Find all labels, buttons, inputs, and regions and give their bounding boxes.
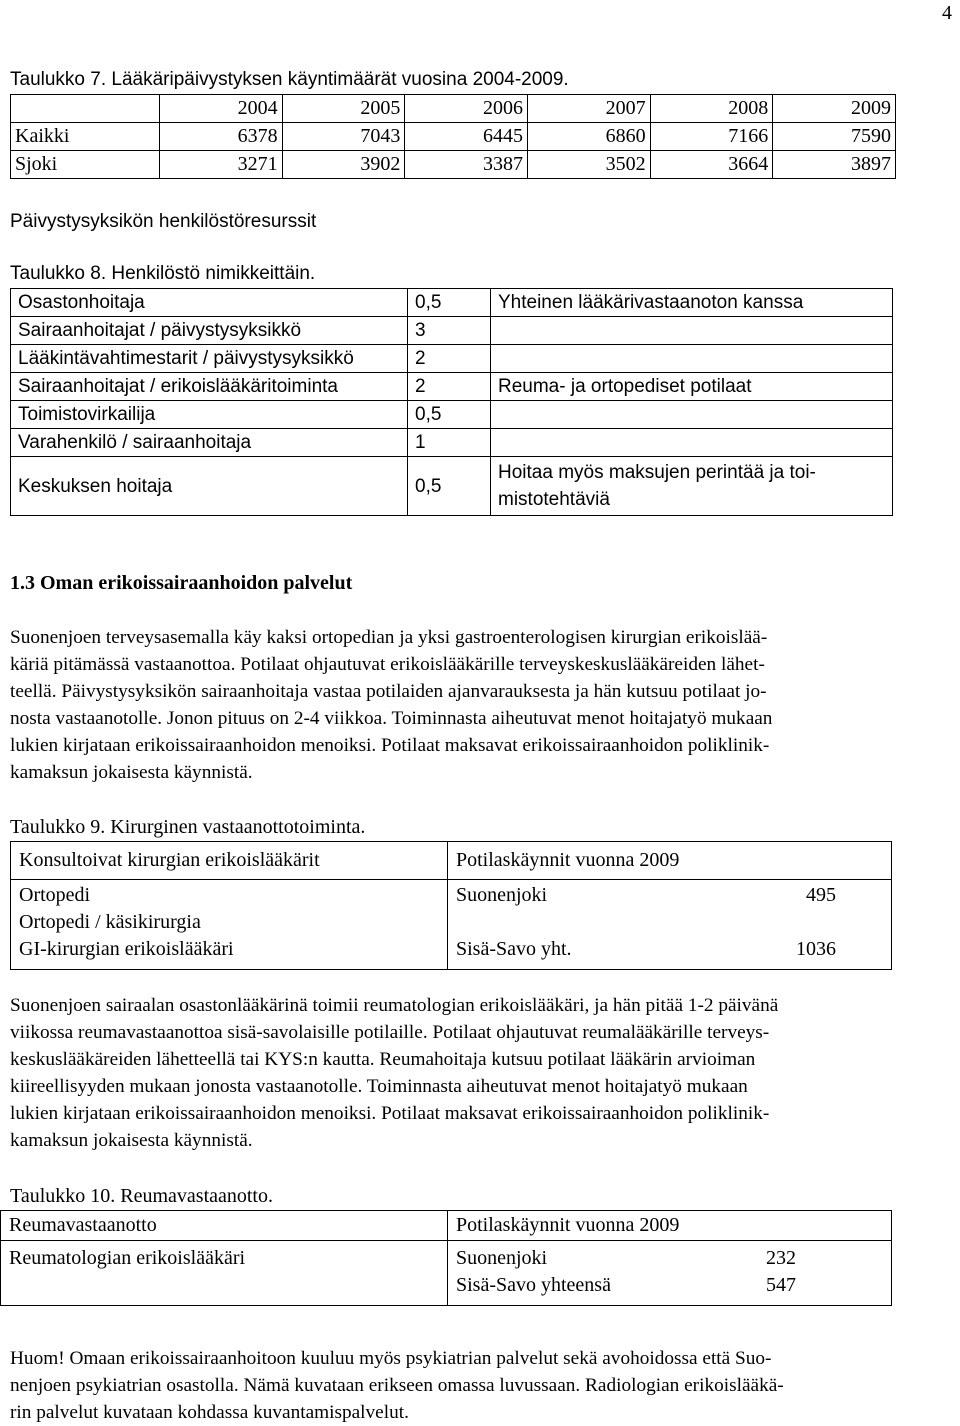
visit-value: 1036	[796, 938, 836, 960]
visit-place	[456, 909, 666, 936]
visit-row	[456, 909, 883, 936]
table-row	[11, 123, 896, 151]
visit-value: 495	[806, 884, 836, 906]
staff-note	[491, 317, 893, 345]
text-line: rin palvelut kuvataan kohdassa kuvantamispalvelut.	[10, 1402, 409, 1423]
staff-count: 1	[408, 429, 491, 457]
text-line: kiireellisyyden mukaan jonosta vastaanotolle. Toiminnasta aiheutuvat menot hoitajatyö mukaan	[10, 1076, 748, 1097]
table-row	[11, 373, 893, 401]
section-13-paragraph	[10, 624, 940, 786]
text-line: viikossa reumavastaanottoa sisä-savolaisille potilaille. Potilaat ohjautuvat reumalääkärille terveys-	[10, 1022, 770, 1043]
table9-body-row	[11, 880, 892, 970]
row-label: Sjoki	[11, 151, 160, 179]
staff-title: Sairaanhoitajat / erikoislääkäritoiminta	[11, 373, 408, 401]
staff-title: Osastonhoitaja	[11, 289, 408, 317]
visit-row	[456, 1272, 883, 1299]
table-row	[11, 317, 893, 345]
list-item: Ortopedi / käsikirurgia	[19, 911, 201, 933]
text-line: nosta vastaanotolle. Jonon pituus on 2-4 viikkoa. Toiminnasta aiheutuvat menot hoitajatyö mukaan	[10, 708, 773, 729]
staff-count: 0,5	[408, 289, 491, 317]
staff-note	[491, 401, 893, 429]
value-cell: 6860	[527, 123, 650, 151]
table9-header-row	[11, 842, 892, 880]
visit-place: Suonenjoki	[456, 884, 548, 906]
text-line: lukien kirjataan erikoissairaanhoidon menoiksi. Potilaat maksavat erikoissairaanhoidon poliklinik-	[10, 1103, 770, 1124]
list-item: Ortopedi	[19, 884, 91, 906]
text-line: Suonenjoen terveysasemalla käy kaksi ortopedian ja yksi gastroenterologisen kirurgian erikoislää-	[10, 627, 768, 648]
table8-caption: Taulukko 8. Henkilöstö nimikkeittäin.	[10, 263, 316, 284]
value-cell: 7043	[282, 123, 405, 151]
staff-title: Lääkintävahtimestarit / päivystysyksikkö	[11, 345, 408, 373]
note-paragraph	[10, 1345, 940, 1426]
value-cell: 3271	[160, 151, 283, 179]
staff-title: Sairaanhoitajat / päivystysyksikkö	[11, 317, 408, 345]
text-line: käriä pitämässä vastaanottoa. Potilaat ohjautuvat erikoislääkärille terveyskeskuslääkäreiden lähet-	[10, 654, 765, 675]
table10-head-right: Potilaskäynnit vuonna 2009	[448, 1211, 892, 1241]
staff-note-line: Hoitaa myös maksujen perintää ja toi-	[498, 462, 816, 483]
table9	[10, 841, 892, 970]
staff-count: 0,5	[408, 457, 491, 516]
text-line: nenjoen psykiatrian osastolla. Nämä kuvataan erikseen omassa luvussaan. Radiologian erikoislääkä-	[10, 1375, 784, 1396]
value-cell: 3902	[282, 151, 405, 179]
table9-visits	[448, 880, 892, 970]
table9-specialists	[11, 880, 448, 970]
value-cell: 7166	[650, 123, 773, 151]
table7-corner-cell	[11, 95, 160, 123]
table7-year-cell: 2009	[773, 95, 896, 123]
table-row	[11, 457, 893, 516]
visit-row	[456, 936, 883, 963]
table-row	[11, 345, 893, 373]
visit-value	[666, 909, 836, 936]
visit-value: 232	[766, 1247, 796, 1269]
staff-count: 0,5	[408, 401, 491, 429]
table-row	[11, 151, 896, 179]
value-cell: 6445	[405, 123, 528, 151]
table7	[10, 94, 896, 179]
table7-year-cell: 2005	[282, 95, 405, 123]
table9-head-left: Konsultoivat kirurgian erikoislääkärit	[11, 842, 448, 880]
staff-count: 3	[408, 317, 491, 345]
table9-caption: Taulukko 9. Kirurginen vastaanottotoiminta.	[10, 816, 366, 838]
staff-note: Reuma- ja ortopediset potilaat	[491, 373, 893, 401]
table10	[0, 1210, 892, 1306]
staff-title: Toimistovirkailija	[11, 401, 408, 429]
table7-year-cell: 2006	[405, 95, 528, 123]
table7-year-cell: 2008	[650, 95, 773, 123]
value-cell: 6378	[160, 123, 283, 151]
staff-count: 2	[408, 345, 491, 373]
text-line: keskuslääkäreiden lähetteellä tai KYS:n kautta. Reumahoitaja kutsuu potilaat lääkärin arvioiman	[10, 1049, 756, 1070]
text-line: teellä. Päivystysyksikön sairaanhoitaja vastaa potilaiden ajanvarauksesta ja hän kutsuu potilaat jo-	[10, 681, 767, 702]
table7-header-row	[11, 95, 896, 123]
text-line: Suonenjoen sairaalan osastonlääkärinä toimii reumatologian erikoislääkäri, ja hän pitää 1-2 päivänä	[10, 995, 779, 1016]
text-line: Huom! Omaan erikoissairaanhoitoon kuuluu myös psykiatrian palvelut sekä avohoidossa että Suo-	[10, 1348, 772, 1369]
table-row	[11, 401, 893, 429]
staff-title: Keskuksen hoitaja	[11, 457, 408, 516]
staff-note: Yhteinen lääkärivastaanoton kanssa	[491, 289, 893, 317]
section-13-heading: 1.3 Oman erikoissairaanhoidon palvelut	[10, 572, 353, 594]
visit-place: Sisä-Savo yht.	[456, 938, 572, 960]
text-line: kamaksun jokaisesta käynnistä.	[10, 1130, 253, 1151]
staff-note	[491, 457, 893, 516]
table10-visits	[448, 1241, 892, 1306]
staff-count: 2	[408, 373, 491, 401]
page-number: 4	[942, 2, 952, 24]
value-cell: 3387	[405, 151, 528, 179]
table7-year-cell: 2004	[160, 95, 283, 123]
visit-place: Sisä-Savo yhteensä	[456, 1274, 611, 1296]
table10-specialists	[1, 1241, 448, 1306]
value-cell: 3664	[650, 151, 773, 179]
visit-place: Suonenjoki	[456, 1247, 548, 1269]
staff-note	[491, 429, 893, 457]
visit-row	[456, 1245, 883, 1272]
value-cell: 7590	[773, 123, 896, 151]
staff-title: Varahenkilö / sairaanhoitaja	[11, 429, 408, 457]
table9-head-right: Potilaskäynnit vuonna 2009	[448, 842, 892, 880]
value-cell: 3897	[773, 151, 896, 179]
row-label: Kaikki	[11, 123, 160, 151]
list-item: GI-kirurgian erikoislääkäri	[19, 938, 234, 960]
text-line: kamaksun jokaisesta käynnistä.	[10, 762, 253, 783]
text-line: lukien kirjataan erikoissairaanhoidon menoiksi. Potilaat maksavat erikoissairaanhoidon poliklinik-	[10, 735, 770, 756]
table7-year-cell: 2007	[527, 95, 650, 123]
table10-body-row	[1, 1241, 892, 1306]
table10-header-row	[1, 1211, 892, 1241]
staff-note	[491, 345, 893, 373]
table10-head-left: Reumavastaanotto	[1, 1211, 448, 1241]
list-item: Reumatologian erikoislääkäri	[9, 1247, 246, 1269]
rheumatology-paragraph	[10, 992, 940, 1154]
value-cell: 3502	[527, 151, 650, 179]
table7-caption: Taulukko 7. Lääkäripäivystyksen käyntimäärät vuosina 2004-2009.	[10, 69, 569, 90]
table10-caption: Taulukko 10. Reumavastaanotto.	[10, 1185, 273, 1207]
staff-note-line: mistotehtäviä	[498, 489, 610, 510]
visit-value: 547	[766, 1274, 796, 1296]
section-heading: Päivystysyksikön henkilöstöresurssit	[10, 211, 317, 232]
table-row	[11, 289, 893, 317]
table8	[10, 288, 893, 516]
visit-row	[456, 882, 883, 909]
table-row	[11, 429, 893, 457]
